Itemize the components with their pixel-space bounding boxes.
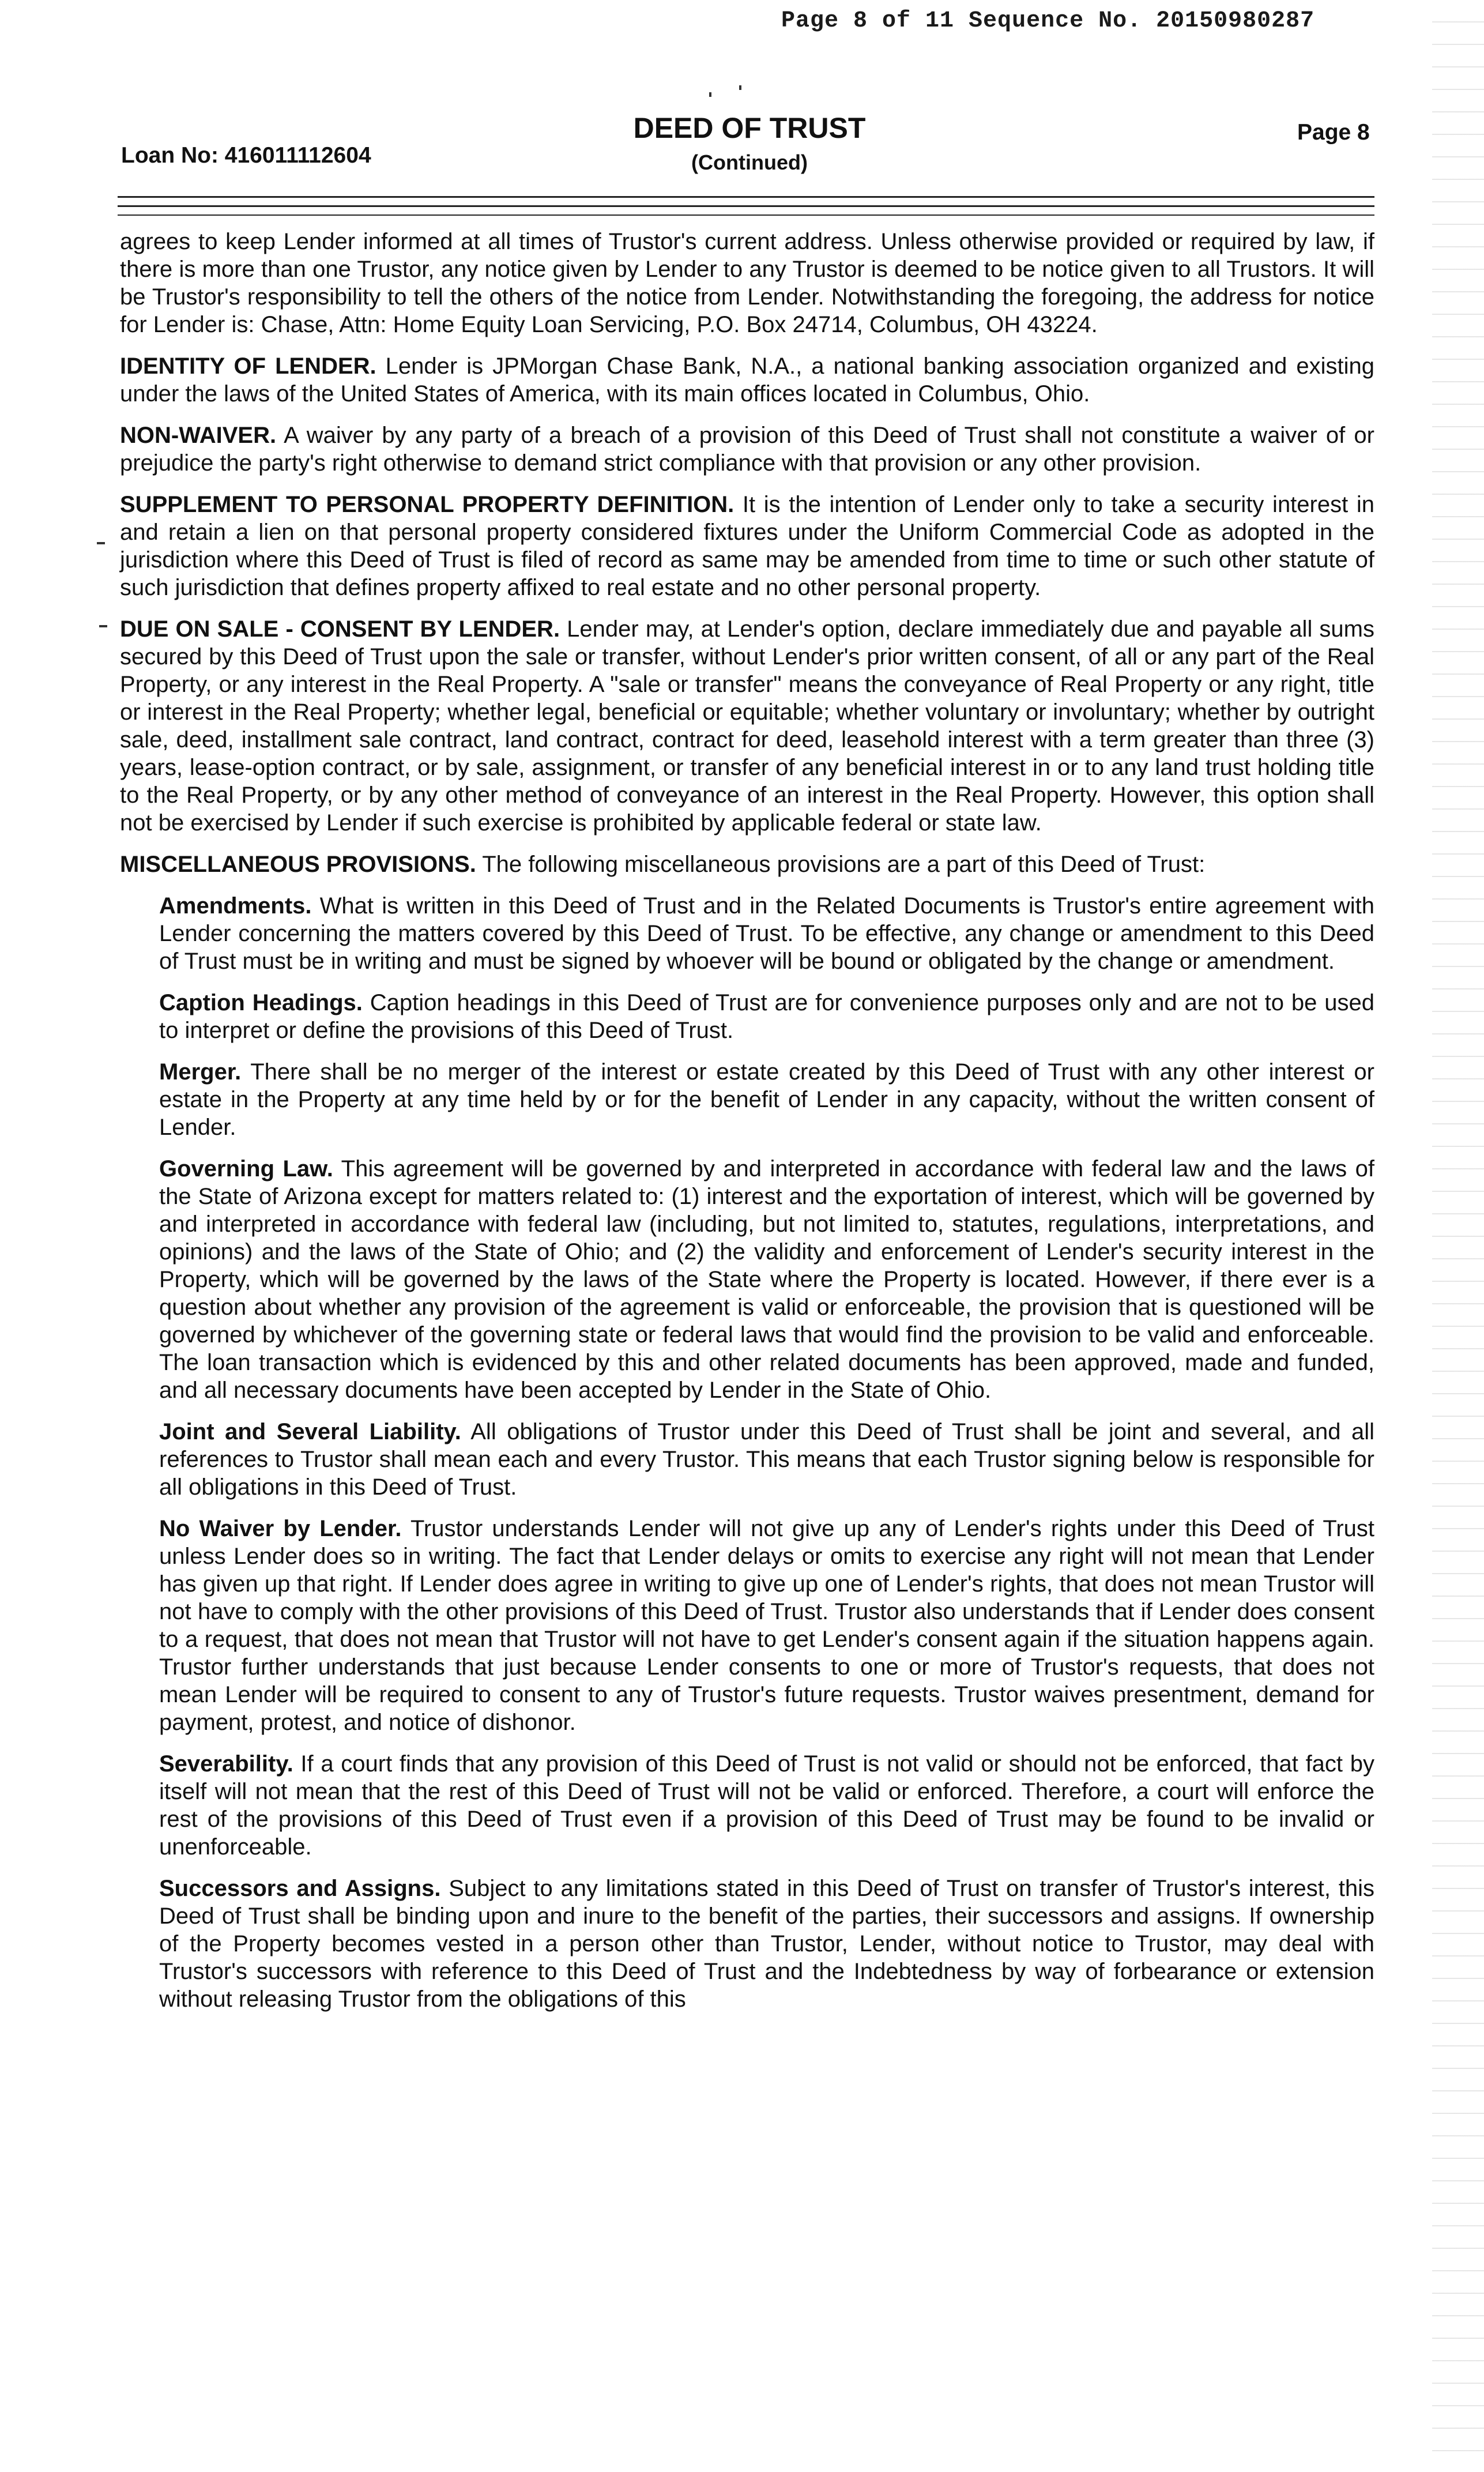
merger-provision: Merger. There shall be no merger of the interest or estate created by this Deed of Trust with any other interest or estate in the Property at any time held by or for the benefit of Lender in any capacity, without the written consent of Lender.	[159, 1059, 1375, 1140]
due-on-sale-section: DUE ON SALE - CONSENT BY LENDER. Lender may, at Lender's option, declare immediately due and payable all sums secured by this Deed of Trust upon the sale or transfer, without Lender's prior written consent, of all or any part of the Real Property, or any interest in the Real Property. A "sale or transfer" means the conveyance of Real Property or any right, title or interest in the Real Property; whether legal, beneficial or equitable; whether voluntary or involuntary; whether by outright sale, deed, installment sale contract, land contract, contract for deed, leasehold interest with a term greater than three (3) years, lease-option contract, or by sale, assignment, or transfer of any beneficial interest in or to any land trust holding title to the Real Property, or by any other method of conveyance of an interest in the Real Property. However, this option shall not be exercised by Lender if such exercise is prohibited by applicable federal or state law.	[120, 616, 1374, 836]
section-heading: MISCELLANEOUS PROVISIONS.	[120, 852, 476, 877]
page-number: Page 8	[1297, 120, 1370, 145]
provision-heading: Severability.	[159, 1751, 293, 1777]
caption-headings-provision: Caption Headings. Caption headings in this Deed of Trust are for convenience purposes only and are not to be used to interpret or define the provisions of this Deed of Trust.	[159, 990, 1374, 1043]
provision-heading: Joint and Several Liability.	[159, 1419, 461, 1444]
page-sequence-stamp: Page 8 of 11 Sequence No. 20150980287	[781, 8, 1315, 34]
margin-mark	[99, 625, 107, 627]
document-title: DEED OF TRUST	[633, 112, 866, 144]
provision-heading: No Waiver by Lender.	[159, 1516, 402, 1541]
supplement-section: SUPPLEMENT TO PERSONAL PROPERTY DEFINITION. It is the intention of Lender only to take a security interest in and retain a lien on that personal property considered fixtures under the Uniform Commercial Code as adopted in the jurisdiction where this Deed of Trust is filed of record as same may be amended from time to time or such other statute of such jurisdiction that defines property affixed to real estate and no other personal property.	[120, 492, 1374, 600]
section-heading: DUE ON SALE - CONSENT BY LENDER.	[120, 616, 560, 642]
section-heading: IDENTITY OF LENDER.	[120, 353, 376, 379]
provision-heading: Governing Law.	[159, 1156, 333, 1182]
loan-number: Loan No: 416011112604	[121, 143, 371, 168]
section-heading: SUPPLEMENT TO PERSONAL PROPERTY DEFINITION.	[120, 492, 735, 517]
governing-law-provision: Governing Law. This agreement will be governed by and interpreted in accordance with federal law and the laws of the State of Arizona except for matters related to: (1) interest and the exportation of interest, which will be governed by and interpreted in accordance with federal law (including, but not limited to, statutes, regulations, interpretations, and opinions) and the laws of the State of Ohio; and (2) the validity and enforcement of Lender's security interest in the Property, which will be governed by the laws of the State where the Property is located. However, if there ever is a question about whether any provision of the agreement is valid or enforceable, the provision that is questioned will be governed by whichever of the governing state or federal laws that would find the provision to be valid and enforceable. The loan transaction which is evidenced by this and other related documents has been approved, made and funded, and all necessary documents have been accepted by Lender in the State of Ohio.	[159, 1156, 1374, 1403]
header-divider	[118, 196, 1374, 198]
non-waiver-section: NON-WAIVER. A waiver by any party of a breach of a provision of this Deed of Trust shall not constitute a waiver of or prejudice the party's right otherwise to demand strict compliance with that provision or any other provision.	[120, 423, 1374, 476]
header-divider	[118, 205, 1374, 207]
document-subtitle: (Continued)	[691, 150, 808, 174]
scan-speck	[739, 85, 741, 90]
provision-heading: Amendments.	[159, 893, 312, 919]
joint-several-liability-provision: Joint and Several Liability. All obligations of Trustor under this Deed of Trust shall be joint and several, and all references to Trustor shall mean each and every Trustor. This means that each Trustor signing below is responsible for all obligations in this Deed of Trust.	[159, 1419, 1375, 1500]
section-heading: NON-WAIVER.	[120, 423, 277, 448]
document-title-block	[623, 111, 876, 175]
provision-heading: Successors and Assigns.	[159, 1876, 441, 1901]
provision-heading: Merger.	[159, 1059, 242, 1085]
identity-of-lender-section: IDENTITY OF LENDER. Lender is JPMorgan Chase Bank, N.A., a national banking association organized and existing under the laws of the United States of America, with its main offices located in Columbus, Ohio.	[120, 353, 1374, 407]
provision-heading: Caption Headings.	[159, 990, 363, 1015]
margin-mark	[97, 542, 105, 544]
document-body	[120, 228, 1374, 2027]
scan-speck	[709, 92, 711, 97]
header-divider	[118, 215, 1374, 216]
amendments-provision: Amendments. What is written in this Deed of Trust and in the Related Documents is Trustor's entire agreement with Lender concerning the matters covered by this Deed of Trust. To be effective, any change or amendment to this Deed of Trust must be in writing and must be signed by whoever will be bound or obligated by the change or amendment.	[159, 893, 1374, 974]
scan-edge-noise	[1432, 0, 1484, 2472]
successors-assigns-provision: Successors and Assigns. Subject to any limitations stated in this Deed of Trust on transfer of Trustor's interest, this Deed of Trust shall be binding upon and inure to the benefit of the parties, their successors and assigns. If ownership of the Property becomes vested in a person other than Trustor, Lender, without notice to Trustor, may deal with Trustor's successors with reference to this Deed of Trust and the Indebtedness by way of forbearance or extension without releasing Trustor from the obligations of this	[159, 1876, 1374, 2012]
notice-paragraph: agrees to keep Lender informed at all times of Trustor's current address. Unless otherwise provided or required by law, if there is more than one Trustor, any notice given by Lender to any Trustor is deemed to be notice given to all Trustors. It will be Trustor's responsibility to tell the others of the notice from Lender. Notwithstanding the foregoing, the address for notice for Lender is: Chase, Attn: Home Equity Loan Servicing, P.O. Box 24714, Columbus, OH 43224.	[120, 229, 1374, 337]
no-waiver-provision: No Waiver by Lender. Trustor understands Lender will not give up any of Lender's rights under this Deed of Trust unless Lender does so in writing. The fact that Lender delays or omits to exercise any right will not mean that Lender has given up that right. If Lender does agree in writing to give up one of Lender's rights, that does not mean Trustor will not have to comply with the other provisions of this Deed of Trust. Trustor also understands that if Lender does consent to a request, that does not mean that Trustor will not have to get Lender's consent again if the situation happens again. Trustor further understands that just because Lender consents to one or more of Trustor's requests, that does not mean Lender will be required to consent to any of Trustor's future requests. Trustor waives presentment, demand for payment, protest, and notice of dishonor.	[159, 1516, 1375, 1735]
severability-provision: Severability. If a court finds that any provision of this Deed of Trust is not valid or should not be enforced, that fact by itself will not mean that the rest of this Deed of Trust will not be valid or enforced. Therefore, a court will enforce the rest of the provisions of this Deed of Trust even if a provision of this Deed of Trust may be found to be invalid or unenforceable.	[159, 1751, 1374, 1860]
miscellaneous-provisions-section: MISCELLANEOUS PROVISIONS. The following miscellaneous provisions are a part of this Deed of Trust:	[120, 852, 1206, 877]
